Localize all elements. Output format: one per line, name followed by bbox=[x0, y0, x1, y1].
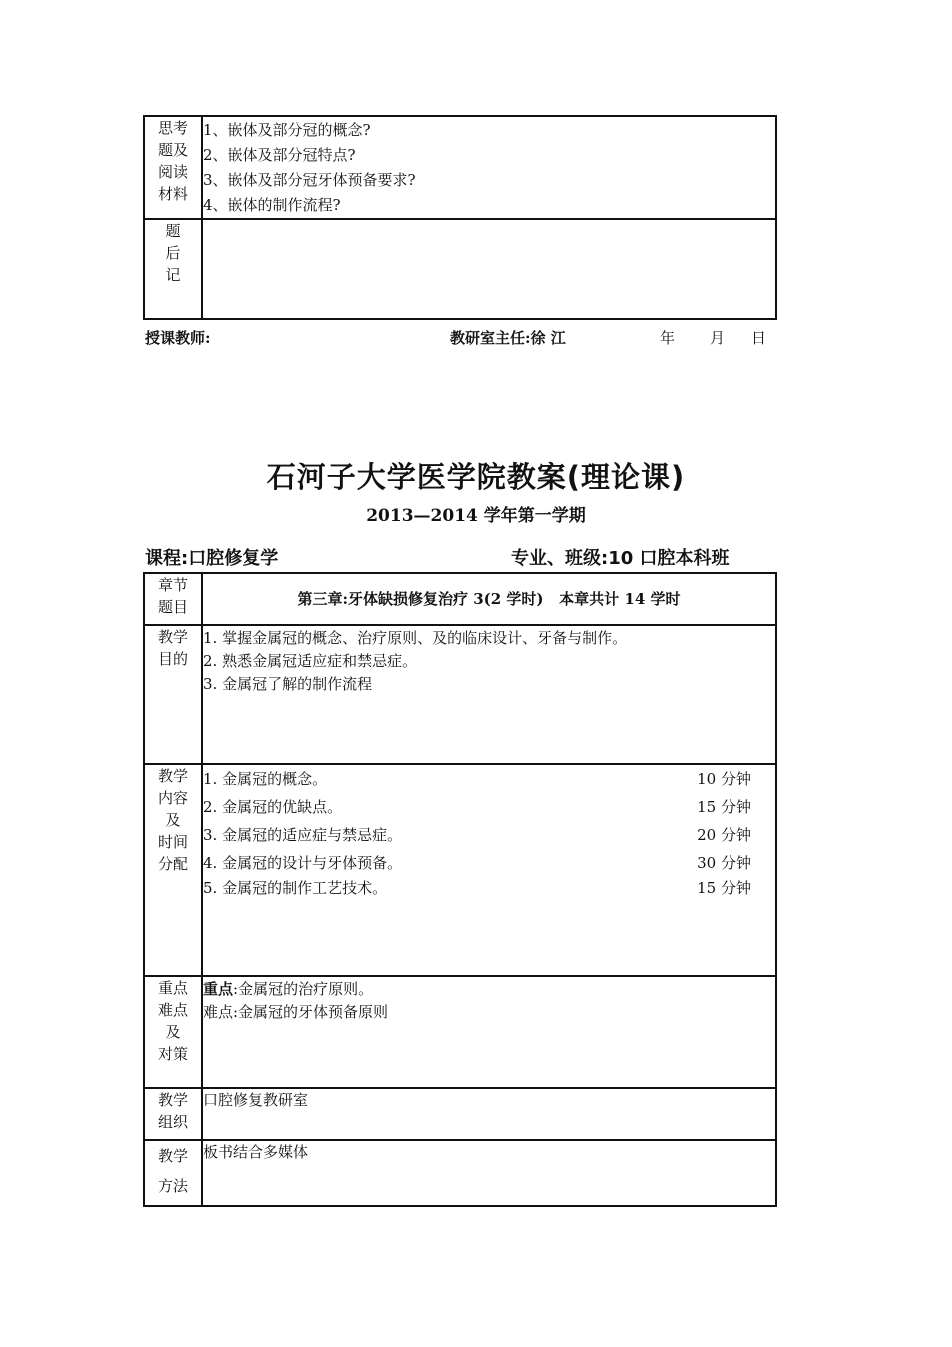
reflection-content bbox=[202, 116, 776, 219]
method-value: 板书结合多媒体 bbox=[202, 1140, 776, 1206]
list-item: 5. 金属冠的制作工艺技术。 15 分钟 bbox=[203, 879, 751, 897]
key-points-label: 重点 难点 及 对策 bbox=[144, 976, 202, 1088]
major-class-label: 专业、班级:10 口腔本科班 bbox=[511, 548, 730, 569]
content-label: 教学 内容 及 时间 分配 bbox=[144, 764, 202, 976]
date-year: 年 bbox=[660, 329, 676, 347]
method-label: 教学 方法 bbox=[144, 1140, 202, 1206]
reflection-label: 思考 题及 阅读 材料 bbox=[144, 116, 202, 219]
list-item: 3. 金属冠的适应症与禁忌症。 20 分钟 bbox=[203, 826, 751, 844]
difficulty-text: 难点:金属冠的牙体预备原则 bbox=[203, 1003, 389, 1021]
term-subtitle: 2013—2014 学年第一学期 bbox=[366, 506, 586, 526]
list-item: 4、嵌体的制作流程? bbox=[203, 196, 341, 214]
list-item: 1. 掌握金属冠的概念、治疗原则、及的临床设计、牙备与制作。 bbox=[203, 629, 628, 647]
reflection-table bbox=[143, 115, 777, 320]
list-item: 3、嵌体及部分冠牙体预备要求? bbox=[203, 171, 416, 189]
date-month: 月 bbox=[710, 329, 726, 347]
content-allocation bbox=[202, 764, 776, 976]
key-point-text: :金属冠的治疗原则。 bbox=[233, 980, 374, 998]
list-item: 2. 金属冠的优缺点。 15 分钟 bbox=[203, 798, 751, 816]
key-point-label: 重点 bbox=[203, 980, 234, 998]
date-day: 日 bbox=[751, 329, 767, 347]
organization-value: 口腔修复教研室 bbox=[202, 1088, 776, 1140]
objectives-content bbox=[202, 625, 776, 764]
list-item: 2. 熟悉金属冠适应症和禁忌症。 bbox=[203, 652, 418, 670]
chapter-title: 第三章:牙体缺损修复治疗 3(2 学时) 本章共计 14 学时 bbox=[202, 573, 776, 625]
page-title: 石河子大学医学院教案(理论课) bbox=[266, 460, 686, 494]
list-item: 2、嵌体及部分冠特点? bbox=[203, 146, 356, 164]
teacher-label: 授课教师: bbox=[145, 329, 211, 347]
postscript-content bbox=[202, 219, 776, 319]
postscript-label: 题 后 记 bbox=[144, 219, 202, 319]
director-label: 教研室主任:徐 江 bbox=[450, 329, 566, 347]
list-item: 1. 金属冠的概念。 10 分钟 bbox=[203, 770, 751, 788]
list-item: 3. 金属冠了解的制作流程 bbox=[203, 675, 373, 693]
list-item: 1、嵌体及部分冠的概念? bbox=[203, 121, 371, 139]
key-points-content bbox=[202, 976, 776, 1088]
objectives-label: 教学 目的 bbox=[144, 625, 202, 764]
list-item: 4. 金属冠的设计与牙体预备。 30 分钟 bbox=[203, 854, 751, 872]
course-label: 课程:口腔修复学 bbox=[145, 548, 279, 569]
chapter-label: 章节 题目 bbox=[144, 573, 202, 625]
organization-label: 教学 组织 bbox=[144, 1088, 202, 1140]
lesson-plan-table bbox=[143, 572, 777, 1207]
